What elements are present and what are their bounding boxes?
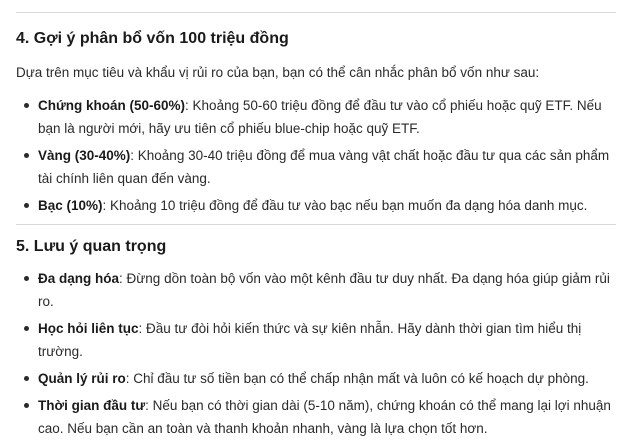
list-item-text: : Đầu tư đòi hỏi kiến thức và sự kiên nhẫn. Hãy dành thời gian tìm hiểu thị trường. <box>38 321 582 359</box>
list-item <box>16 394 616 440</box>
section-divider <box>16 12 616 13</box>
list-item-text: : Chỉ đầu tư số tiền bạn có thể chấp nhận mất và luôn có kế hoạch dự phòng. <box>125 371 589 386</box>
section-heading-allocation: 4. Gợi ý phân bổ vốn 100 triệu đồng <box>16 30 289 47</box>
list-item-term: Học hỏi liên tục <box>38 321 139 336</box>
bullet-icon <box>24 326 29 331</box>
list-item-term: Vàng (30-40%) <box>38 148 131 163</box>
bullet-icon <box>24 153 29 158</box>
notes-list <box>16 267 616 440</box>
section-intro-text: Dựa trên mục tiêu và khẩu vị rủi ro của bạn, bạn có thể cân nhắc phân bổ vốn như sau: <box>16 65 540 80</box>
bullet-icon <box>24 403 29 408</box>
bullet-icon <box>24 276 29 281</box>
list-item-text: : Đừng dồn toàn bộ vốn vào một kênh đầu tư duy nhất. Đa dạng hóa giúp giảm rủi ro. <box>38 271 610 309</box>
list-item <box>16 144 616 190</box>
list-item-text: : Khoảng 10 triệu đồng để đầu tư vào bạc nếu bạn muốn đa dạng hóa danh mục. <box>102 198 588 213</box>
section-divider <box>16 224 616 225</box>
bullet-icon <box>24 376 29 381</box>
list-item-text: : Khoảng 50-60 triệu đồng để đầu tư vào cổ phiếu hoặc quỹ ETF. Nếu bạn là người mới, hãy ưu tiên cổ phiếu blue-chip hoặc quỹ ETF. <box>38 98 602 136</box>
list-item-text: : Khoảng 30-40 triệu đồng để mua vàng vật chất hoặc đầu tư qua các sản phẩm tài chính liên quan đến vàng. <box>38 148 610 186</box>
list-item-term: Quản lý rủi ro <box>38 371 126 386</box>
bullet-icon <box>24 103 29 108</box>
list-item-text: : Nếu bạn có thời gian dài (5-10 năm), chứng khoán có thể mang lại lợi nhuận cao. Nếu bạn cần an toàn và thanh khoản nhanh, vàng là lựa chọn tốt hơn. <box>38 398 611 436</box>
list-item <box>16 194 616 217</box>
list-item-term: Bạc (10%) <box>38 198 103 213</box>
list-item-term: Đa dạng hóa <box>38 271 120 286</box>
bullet-icon <box>24 203 29 208</box>
list-item-term: Thời gian đầu tư <box>38 398 146 413</box>
list-item-term: Chứng khoán (50-60%) <box>38 98 186 113</box>
list-item <box>16 267 616 313</box>
list-item <box>16 367 616 390</box>
section-heading-notes: 5. Lưu ý quan trọng <box>16 238 167 255</box>
list-item <box>16 317 616 363</box>
list-item <box>16 94 616 140</box>
chat-response-content <box>16 0 616 444</box>
allocation-list <box>16 94 616 217</box>
